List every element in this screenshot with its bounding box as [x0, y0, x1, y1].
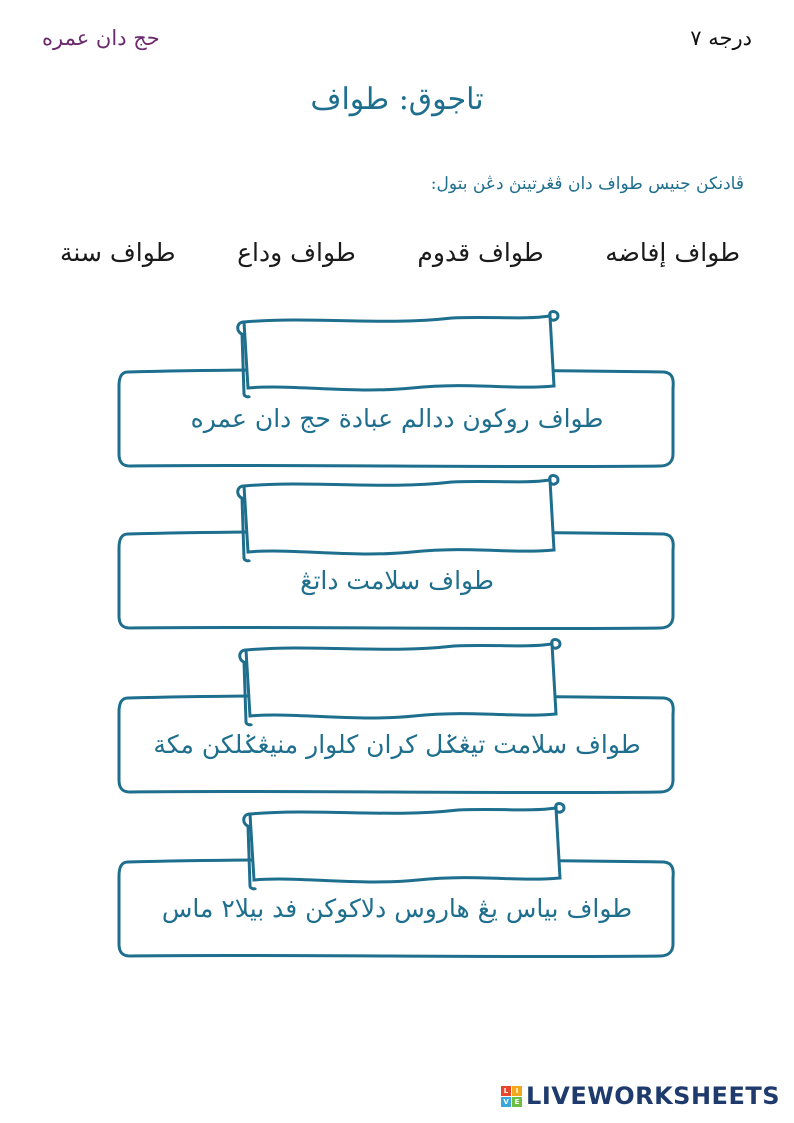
logo-letter: I — [512, 1086, 522, 1096]
subject-title: حج دان عمره — [42, 26, 160, 50]
word-bank-item[interactable]: طواف سنة — [60, 238, 176, 267]
definition-text: طواف سلامت تيڠݢل كران كلوار منيڠݢلكن مكة — [153, 730, 641, 759]
scroll-icon — [232, 472, 562, 564]
grade-label: درجه ٧ — [690, 26, 752, 50]
logo-letter: E — [512, 1097, 522, 1107]
definition-text: طواف سلامت داتڠ — [300, 566, 494, 595]
instruction-text: ڤادنكن جنيس طواف دان ڤڠرتينڽ دڠن بتول: — [430, 174, 744, 194]
word-bank-item[interactable]: طواف وداع — [237, 238, 356, 267]
word-bank-item[interactable]: طواف إفاضه — [605, 238, 740, 267]
word-bank — [60, 238, 740, 267]
scroll-answer-box[interactable] — [238, 800, 568, 892]
page-title: تاجوق: طواف — [310, 82, 484, 117]
scroll-answer-box[interactable] — [232, 472, 562, 564]
word-bank-item[interactable]: طواف قدوم — [417, 238, 544, 267]
logo-letter: L — [501, 1086, 511, 1096]
logo-text: LIVEWORKSHEETS — [526, 1082, 780, 1110]
scroll-icon — [238, 800, 568, 892]
liveworksheets-logo — [501, 1082, 780, 1110]
logo-icon — [501, 1086, 522, 1107]
definition-text: طواف بياس يڠ هاروس دلاكوكن فد بيلا٢ ماس — [161, 894, 633, 923]
definition-text: طواف روكون ددالم عبادة حج دان عمره — [190, 404, 604, 433]
scroll-answer-box[interactable] — [232, 308, 562, 400]
logo-letter: V — [501, 1097, 511, 1107]
scroll-icon — [234, 636, 564, 728]
scroll-answer-box[interactable] — [234, 636, 564, 728]
scroll-icon — [232, 308, 562, 400]
